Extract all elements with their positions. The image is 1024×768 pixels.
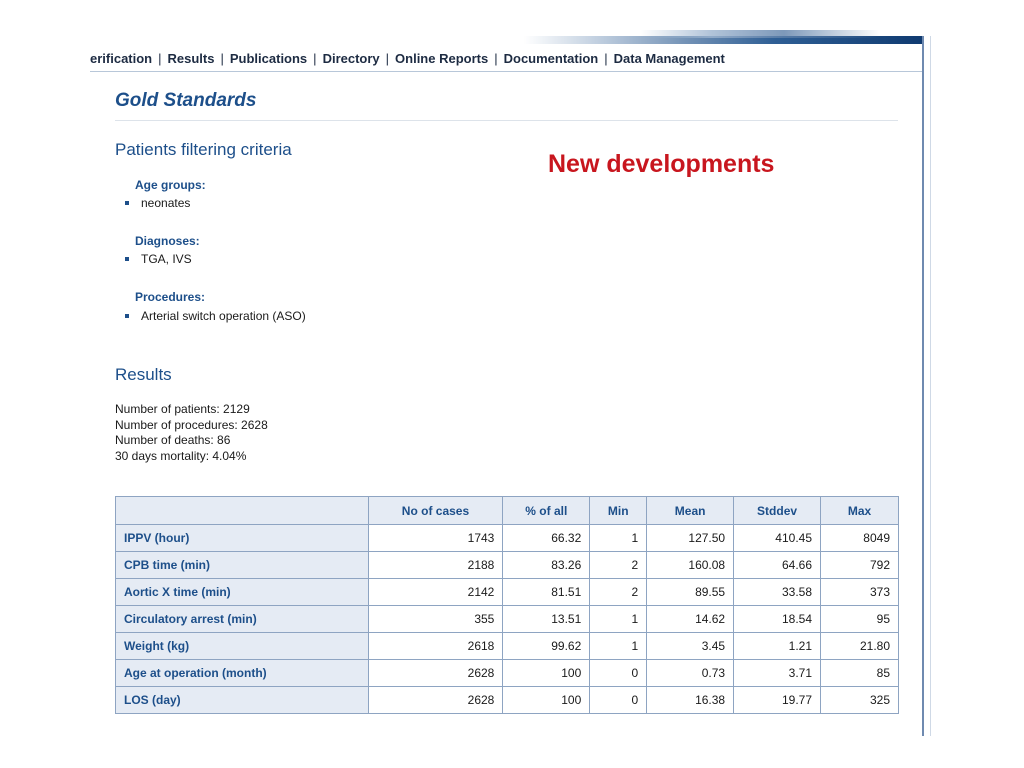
bullet-icon [125,257,129,261]
table-cell: 89.55 [647,579,734,606]
row-label: Weight (kg) [116,633,369,660]
table-cell: 83.26 [503,552,590,579]
diagnoses-value: TGA, IVS [141,252,192,266]
procedures-item [125,309,306,323]
row-label: IPPV (hour) [116,525,369,552]
table-cell: 14.62 [647,606,734,633]
table-row [116,687,899,714]
diagnoses-label: Diagnoses: [135,234,200,248]
results-table [115,496,899,714]
age-groups-item [125,196,190,210]
table-cell: 33.58 [734,579,821,606]
nav-separator: | [385,50,390,66]
table-cell: 325 [821,687,899,714]
table-cell: 18.54 [734,606,821,633]
column-header: Max [821,497,899,525]
procedures-value: Arterial switch operation (ASO) [141,309,306,323]
age-groups-value: neonates [141,196,191,210]
table-cell: 2628 [368,660,503,687]
table-cell: 81.51 [503,579,590,606]
procedures-count: Number of procedures: 2628 [115,417,268,432]
nav-publications[interactable]: Publications [229,50,308,66]
table-cell: 160.08 [647,552,734,579]
table-cell: 1 [590,606,647,633]
table-row [116,606,899,633]
table-cell: 2628 [368,687,503,714]
table-cell: 410.45 [734,525,821,552]
table-cell: 0.73 [647,660,734,687]
table-cell: 2 [590,552,647,579]
table-cell: 66.32 [503,525,590,552]
table-cell: 1 [590,633,647,660]
table-cell: 3.71 [734,660,821,687]
table-row [116,552,899,579]
page-title: Gold Standards [115,90,257,111]
table-cell: 1 [590,525,647,552]
table-cell: 0 [590,660,647,687]
procedures-label: Procedures: [135,290,206,304]
table-cell: 85 [821,660,899,687]
table-cell: 0 [590,687,647,714]
right-frame-border [922,36,924,736]
top-navigation [90,48,725,68]
column-header: Mean [647,497,734,525]
table-cell: 2 [590,579,647,606]
table-cell: 95 [821,606,899,633]
nav-data-management[interactable]: Data Management [613,50,725,66]
table-cell: 21.80 [821,633,899,660]
title-divider [115,120,898,121]
table-cell: 100 [503,687,590,714]
table-row [116,579,899,606]
table-cell: 1.21 [734,633,821,660]
table-cell: 127.50 [647,525,734,552]
table-row [116,660,899,687]
nav-results[interactable]: Results [167,50,215,66]
bullet-icon [125,201,129,205]
deaths-count: Number of deaths: 86 [115,433,231,447]
table-row [116,525,899,552]
nav-verification[interactable]: erification [90,50,153,66]
age-groups-label: Age groups: [135,178,206,192]
nav-separator: | [604,50,608,66]
table-cell: 2142 [368,579,503,606]
table-cell: 16.38 [647,687,734,714]
results-heading: Results [115,365,172,384]
table-cell: 64.66 [734,552,821,579]
row-label: LOS (day) [116,687,369,714]
column-header: No of cases [368,497,503,525]
nav-separator: | [313,50,317,66]
column-header: % of all [503,497,590,525]
table-cell: 373 [821,579,899,606]
table-cell: 792 [821,552,899,579]
results-summary [115,402,268,464]
table-cell: 2618 [368,633,503,660]
nav-separator: | [220,50,224,66]
table-cell: 1743 [368,525,503,552]
right-frame-border-inner [930,36,931,736]
table-cell: 355 [368,606,503,633]
nav-directory[interactable]: Directory [322,50,380,66]
table-cell: 100 [503,660,590,687]
patients-count: Number of patients: 2129 [115,402,250,416]
criteria-heading: Patients filtering criteria [115,140,292,159]
table-row [116,633,899,660]
table-cell: 13.51 [503,606,590,633]
row-label: CPB time (min) [116,552,369,579]
table-cell: 2188 [368,552,503,579]
nav-divider [90,71,922,72]
table-cell: 99.62 [503,633,590,660]
new-developments-note: New developments [548,150,775,178]
mortality-rate: 30 days mortality: 4.04% [115,448,247,463]
table-cell: 3.45 [647,633,734,660]
diagnoses-item [125,252,192,266]
table-cell: 19.77 [734,687,821,714]
header-banner-decoration [640,30,880,38]
nav-documentation[interactable]: Documentation [503,50,599,66]
bullet-icon [125,314,129,318]
nav-separator: | [494,50,498,66]
row-label: Age at operation (month) [116,660,369,687]
row-label: Aortic X time (min) [116,579,369,606]
column-header: Stddev [734,497,821,525]
row-label: Circulatory arrest (min) [116,606,369,633]
table-cell: 8049 [821,525,899,552]
table-header-row [116,497,899,525]
nav-online-reports[interactable]: Online Reports [395,50,489,66]
nav-separator: | [158,50,162,66]
column-header: Min [590,497,647,525]
column-header [116,497,369,525]
